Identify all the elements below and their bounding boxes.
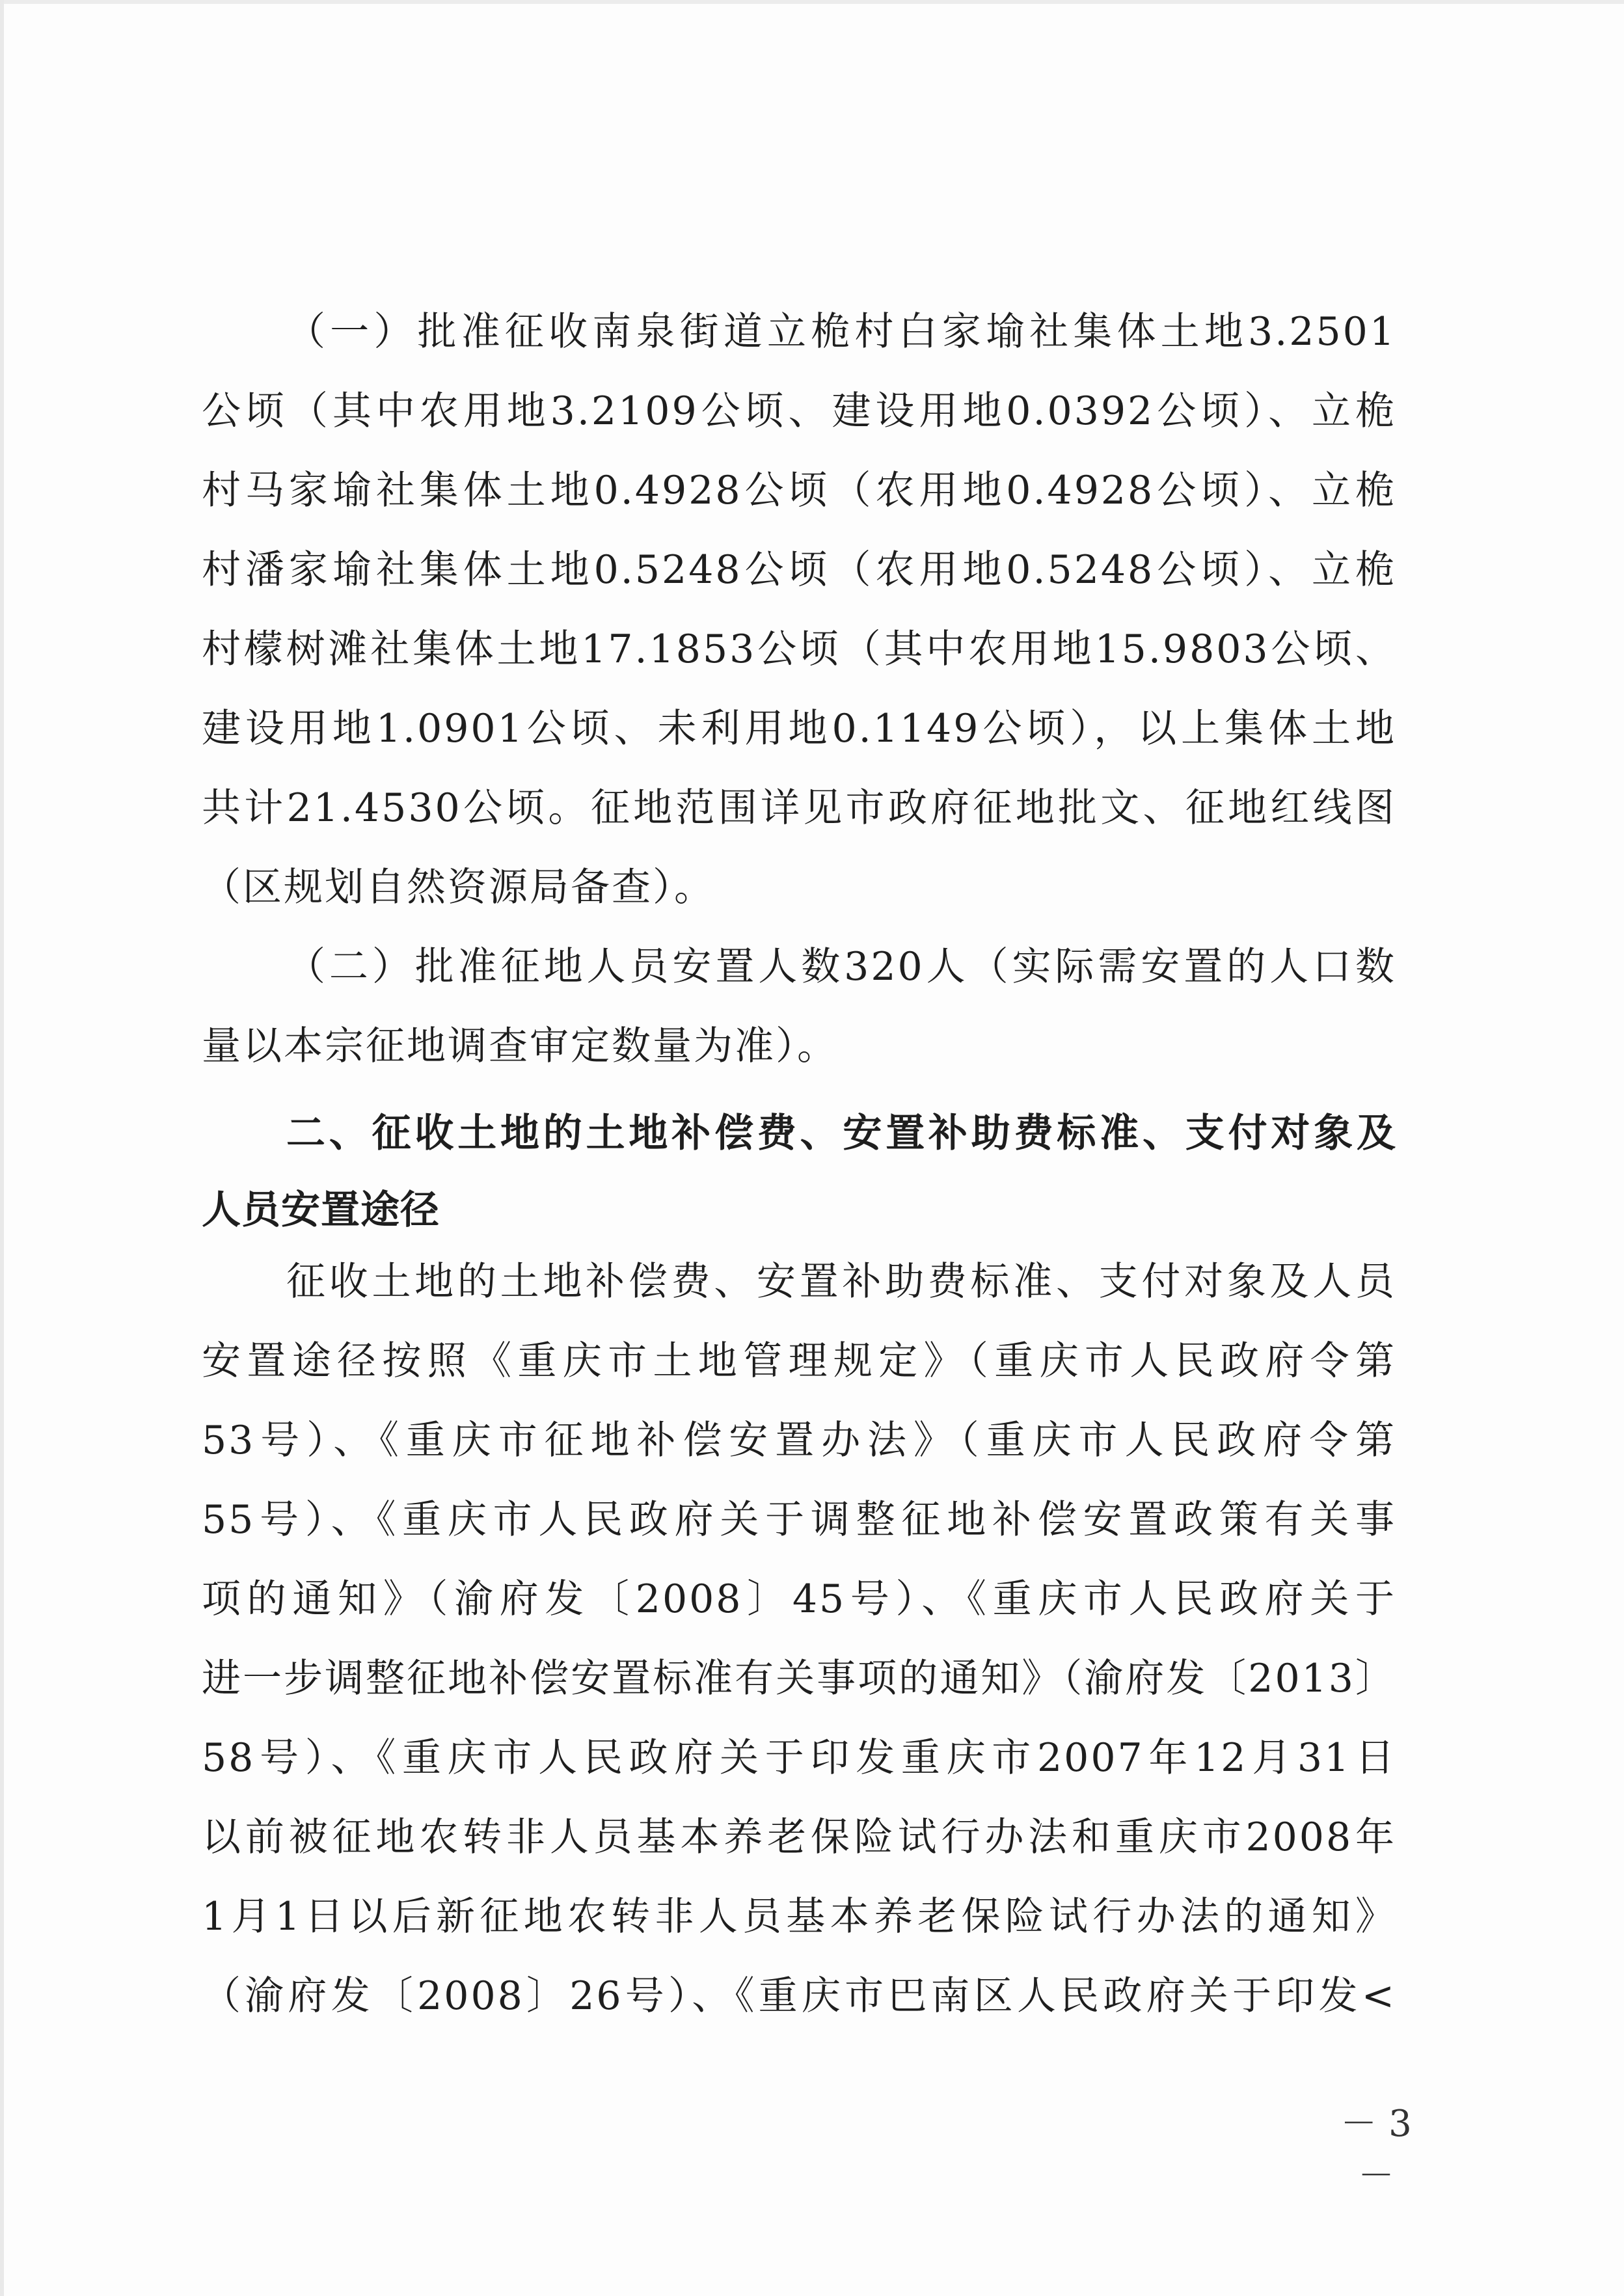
paragraph-1-line-8: （区规划自然资源局备查）。 [202,865,715,910]
paragraph-3-line-9: 1月1日以后新征地农转非人员基本养老保险试行办法的通知》 [202,1894,1396,1939]
paragraph-3-line-1: 征收土地的土地补偿费、安置补助费标准、支付对象及人员 [286,1259,1396,1304]
paragraph-2-line-1: （二）批准征地人员安置人数320人（实际需安置的人口数 [286,944,1396,990]
paragraph-3-line-4: 55号）、《重庆市人民政府关于调整征地补偿安置政策有关事 [202,1497,1396,1543]
paragraph-3-line-7: 58号）、《重庆市人民政府关于印发重庆市2007年12月31日 [202,1735,1396,1781]
paragraph-1-line-2: 公顷（其中农用地3.2109公顷、建设用地0.0392公顷）、立桅 [202,388,1396,434]
paragraph-1-line-4: 村潘家堬社集体土地0.5248公顷（农用地0.5248公顷）、立桅 [202,547,1396,593]
paragraph-3-line-2: 安置途径按照《重庆市土地管理规定》（重庆市人民政府令第 [202,1338,1396,1384]
paragraph-3-line-5: 项的通知》（渝府发〔2008〕45号）、《重庆市人民政府关于 [202,1576,1396,1622]
page-number: － 3 － [1340,2103,1412,2197]
paragraph-3-line-3: 53号）、《重庆市征地补偿安置办法》（重庆市人民政府令第 [202,1418,1396,1463]
paragraph-1-line-1: （一）批准征收南泉街道立桅村白家堬社集体土地3.2501 [286,309,1396,355]
paragraph-3-line-6: 进一步调整征地补偿安置标准有关事项的通知》（渝府发〔2013〕 [202,1656,1396,1701]
paragraph-2-line-2: 量以本宗征地调查审定数量为准）。 [202,1023,838,1069]
section-heading-line-2: 人员安置途径 [202,1187,440,1233]
scan-edge-left [0,0,4,2296]
section-heading-line-1: 二、征收土地的土地补偿费、安置补助费标准、支付对象及 [286,1111,1396,1156]
paragraph-1-line-6: 建设用地1.0901公顷、未利用地0.1149公顷），以上集体土地 [202,706,1396,751]
paragraph-3-line-8: 以前被征地农转非人员基本养老保险试行办法和重庆市2008年 [202,1815,1396,1860]
scan-edge-top [0,0,1624,4]
paragraph-1-line-7: 共计21.4530公顷。征地范围详见市政府征地批文、征地红线图 [202,785,1396,831]
paragraph-1-line-3: 村马家堬社集体土地0.4928公顷（农用地0.4928公顷）、立桅 [202,468,1396,513]
paragraph-1-line-5: 村檬树滩社集体土地17.1853公顷（其中农用地15.9803公顷、 [202,627,1396,672]
paragraph-3-line-10: （渝府发〔2008〕26号）、《重庆市巴南区人民政府关于印发< [202,1973,1396,2019]
